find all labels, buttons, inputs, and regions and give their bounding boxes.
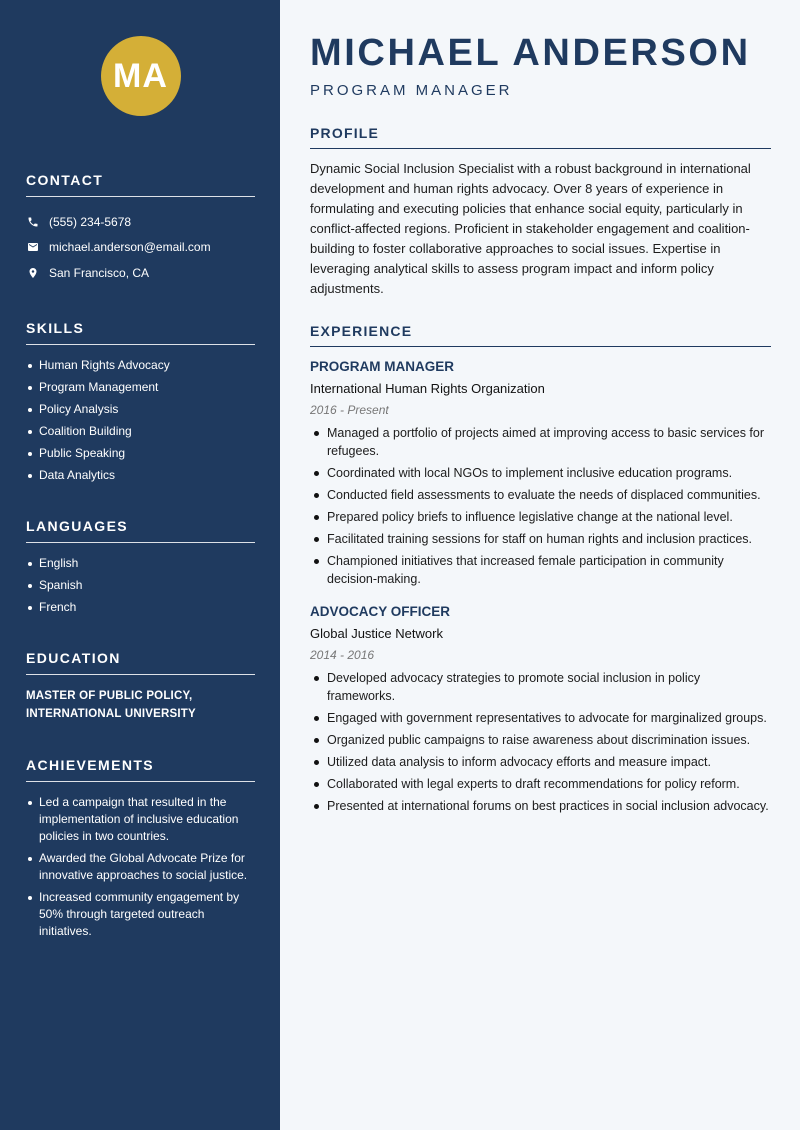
phone-text: (555) 234-5678 — [49, 214, 132, 229]
skill-item: Program Management — [26, 379, 255, 396]
main-content — [280, 0, 800, 1130]
contact-location — [26, 260, 255, 286]
email-text: michael.anderson@email.com — [49, 240, 211, 255]
experience-section — [310, 323, 771, 815]
job-title: PROGRAM MANAGER — [310, 359, 454, 374]
job-title: ADVOCACY OFFICER — [310, 604, 451, 619]
skills-heading: SKILLS — [26, 320, 255, 345]
job-organization: Global Justice Network — [310, 626, 443, 641]
experience-heading: EXPERIENCE — [310, 323, 771, 347]
skill-item: Coalition Building — [26, 423, 255, 440]
job-bullet: Developed advocacy strategies to promote social inclusion in policy frameworks. — [310, 669, 771, 705]
skills-section — [26, 320, 255, 484]
languages-heading: LANGUAGES — [26, 518, 255, 543]
languages-section — [26, 518, 255, 616]
education-heading: EDUCATION — [26, 650, 255, 675]
candidate-name: MICHAEL ANDERSON — [310, 32, 751, 74]
profile-heading: PROFILE — [310, 125, 771, 149]
achievement-item: Increased community engagement by 50% through targeted outreach initiatives. — [26, 889, 255, 940]
contact-heading: CONTACT — [26, 172, 255, 197]
education-section — [26, 650, 255, 723]
job-bullet: Engaged with government representatives to advocate for marginalized groups. — [310, 709, 771, 727]
job-dates: 2016 - Present — [310, 403, 389, 417]
avatar-initials: MA — [101, 36, 181, 116]
sidebar — [0, 0, 280, 1130]
achievement-item: Led a campaign that resulted in the implementation of inclusive education policies in two countries. — [26, 794, 255, 845]
language-item: French — [26, 599, 255, 616]
candidate-title: PROGRAM MANAGER — [310, 82, 513, 99]
location-text: San Francisco, CA — [49, 265, 150, 280]
job-dates: 2014 - 2016 — [310, 648, 375, 662]
skill-item: Policy Analysis — [26, 401, 255, 418]
language-item: English — [26, 555, 255, 572]
job-bullet: Utilized data analysis to inform advocacy efforts and measure impact. — [310, 753, 771, 771]
achievements-heading: ACHIEVEMENTS — [26, 757, 255, 782]
job-bullet: Collaborated with legal experts to draft recommendations for policy reform. — [310, 775, 771, 793]
email-icon — [26, 240, 40, 254]
job-entry — [310, 357, 771, 588]
language-item: Spanish — [26, 577, 255, 594]
education-degree: MASTER OF PUBLIC POLICY, INTERNATIONAL UNIVERSITY — [26, 689, 196, 720]
job-bullet: Facilitated training sessions for staff on human rights and inclusion practices. — [310, 530, 771, 548]
phone-icon — [26, 215, 40, 229]
profile-section — [310, 125, 771, 299]
job-bullet: Presented at international forums on best practices in social inclusion advocacy. — [310, 797, 771, 815]
job-bullet: Managed a portfolio of projects aimed at improving access to basic services for refugees. — [310, 424, 771, 460]
location-pin-icon — [26, 266, 40, 280]
contact-phone — [26, 209, 255, 235]
job-bullet: Championed initiatives that increased female participation in community decision-making. — [310, 552, 771, 588]
job-bullet: Organized public campaigns to raise awareness about discrimination issues. — [310, 731, 771, 749]
skill-item: Data Analytics — [26, 467, 255, 484]
skill-item: Public Speaking — [26, 445, 255, 462]
achievement-item: Awarded the Global Advocate Prize for innovative approaches to social justice. — [26, 850, 255, 884]
job-bullet: Conducted field assessments to evaluate the needs of displaced communities. — [310, 486, 771, 504]
profile-text: Dynamic Social Inclusion Specialist with a robust background in international development and human rights advocacy. Over 8 years of experience in formulating and executing policies that enhance social equity, particularly in conflict-affected regions. Proficient in stakeholder engagement and coalition-building to foster collaborative approaches to social issues. Expertise in leveraging analytical skills to assess program impact and inform policy adjustments. — [310, 161, 751, 296]
skill-item: Human Rights Advocacy — [26, 357, 255, 374]
achievements-section — [26, 757, 255, 940]
contact-email — [26, 235, 255, 261]
job-bullet: Coordinated with local NGOs to implement inclusive education programs. — [310, 464, 771, 482]
contact-section — [26, 172, 255, 286]
job-entry — [310, 602, 771, 815]
job-bullet: Prepared policy briefs to influence legislative change at the national level. — [310, 508, 771, 526]
job-organization: International Human Rights Organization — [310, 381, 545, 396]
